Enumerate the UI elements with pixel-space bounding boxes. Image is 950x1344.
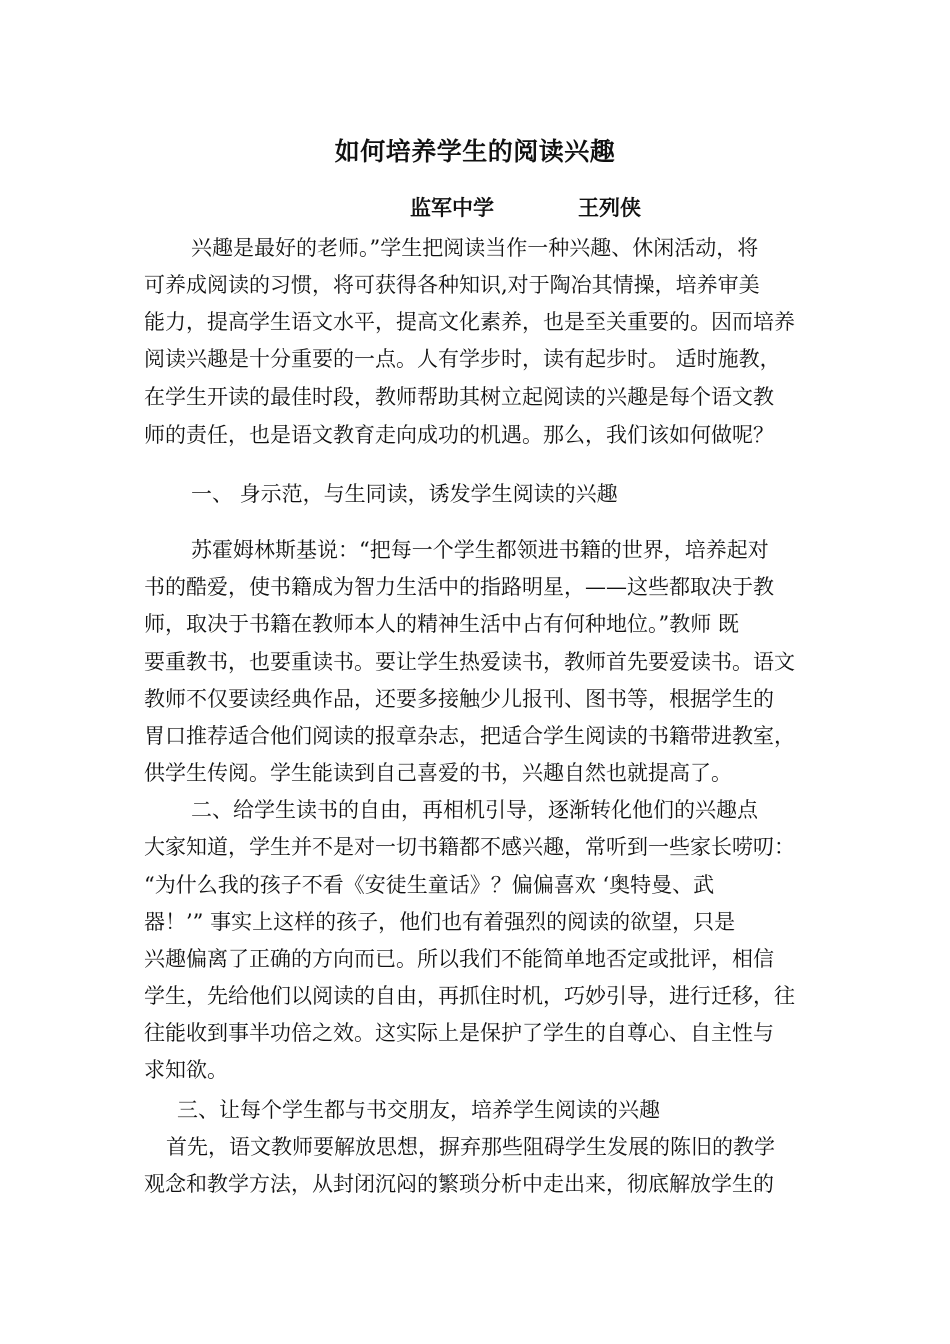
school-name: 监军中学 [410, 195, 494, 220]
text-line: 胃口推荐适合他们阅读的报章杂志，把适合学生阅读的书籍带进教室， [144, 724, 795, 748]
text-line: 兴趣是最好的老师。”学生把阅读当作一种兴趣、休闲活动，将 [191, 236, 759, 260]
section-heading-3: 三、让每个学生都与书交朋友，培养学生阅读的兴趣 [177, 1098, 660, 1122]
text-line: 在学生开读的最佳时段，教师帮助其树立起阅读的兴趣是每个语文教 [144, 385, 774, 409]
text-line: 师，取决于书籍在教师本人的精神生活中占有何种地位。”教师 既 [144, 612, 739, 636]
text-line: 学生，先给他们以阅读的自由，再抓住时机，巧妙引导，进行迁移，往 [144, 984, 795, 1008]
text-line: 器！’” 事实上这样的孩子，他们也有着强烈的阅读的欲望，只是 [144, 910, 736, 934]
text-line: 供学生传阅。学生能读到自己喜爱的书，兴趣自然也就提高了。 [144, 761, 732, 785]
author-name: 王列侠 [578, 195, 641, 220]
text-line: 首先，语文教师要解放思想，摒弃那些阻碍学生发展的陈旧的教学 [166, 1135, 775, 1159]
text-line: 大家知道，学生并不是对一切书籍都不感兴趣，常听到一些家长唠叨： [144, 835, 795, 859]
text-line: 能力，提高学生语文水平，提高文化素养，也是至关重要的。因而培养 [144, 310, 795, 334]
text-line: 师的责任，也是语文教育走向成功的机遇。那么，我们该如何做呢？ [144, 423, 774, 447]
text-line: 求知欲。 [144, 1058, 228, 1082]
text-line: 观念和教学方法，从封闭沉闷的繁琐分析中走出来，彻底解放学生的 [144, 1172, 774, 1196]
text-line: 兴趣偏离了正确的方向而已。所以我们不能简单地否定或批评，相信 [144, 947, 774, 971]
text-line: 要重教书，也要重读书。要让学生热爱读书，教师首先要爱读书。语文 [144, 650, 795, 674]
text-line: 教师不仅要读经典作品，还要多接触少儿报刊、图书等，根据学生的 [144, 687, 774, 711]
text-line: 可养成阅读的习惯，将可获得各种知识,对于陶冶其情操，培养审美 [144, 273, 760, 297]
document-title: 如何培养学生的阅读兴趣 [334, 137, 616, 166]
text-line: 阅读兴趣是十分重要的一点。人有学步时，读有起步时。 适时施教， [144, 347, 781, 371]
text-line: 往能收到事半功倍之效。这实际上是保护了学生的自尊心、自主性与 [144, 1021, 774, 1045]
section-heading-1: 一、 身示范，与生同读，诱发学生阅读的兴趣 [191, 482, 618, 506]
text-line: “为什么我的孩子不看《安徒生童话》？偏偏喜欢 ‘奥特曼、武 [144, 873, 715, 897]
section-heading-2: 二、给学生读书的自由，再相机引导，逐渐转化他们的兴趣点 [191, 798, 758, 822]
text-line: 苏霍姆林斯基说：“把每一个学生都领进书籍的世界，培养起对 [191, 538, 769, 562]
text-line: 书的酷爱，使书籍成为智力生活中的指路明星，——这些都取决于教 [144, 575, 774, 599]
